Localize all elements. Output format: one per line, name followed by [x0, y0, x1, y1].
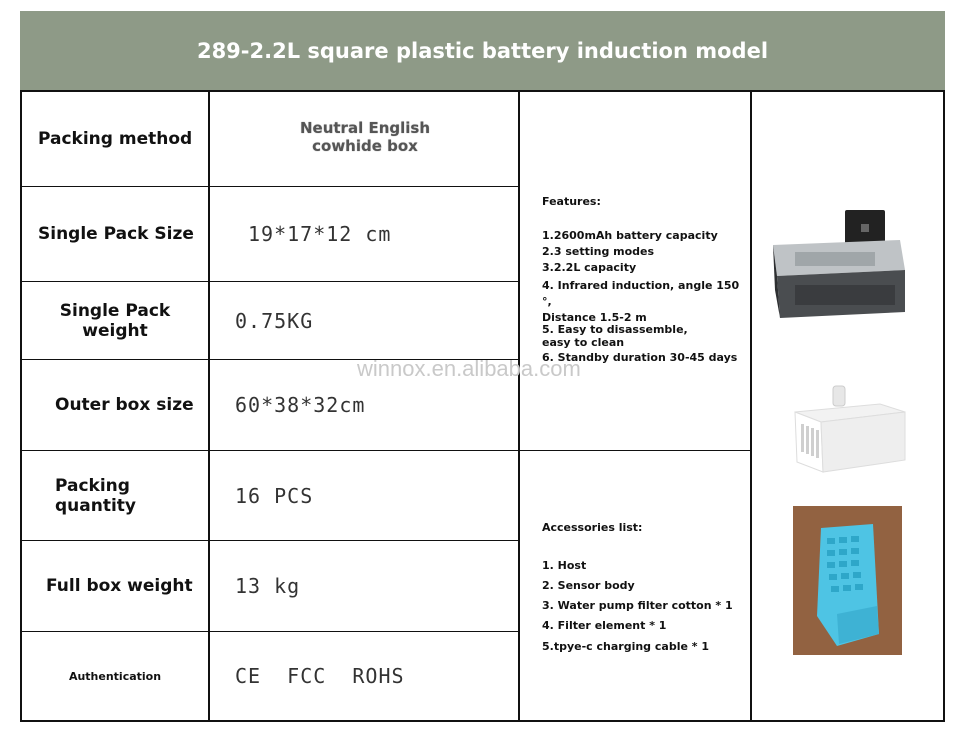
- feature-item: 3.2.2L capacity: [542, 261, 637, 274]
- accessory-item: 3. Water pump filter cotton * 1: [542, 599, 733, 612]
- features-block: [542, 194, 747, 366]
- feature-item: Distance 1.5-2 m: [542, 311, 647, 324]
- feature-item: 1.2600mAh battery capacity: [542, 229, 718, 242]
- features-heading: Features:: [542, 195, 601, 208]
- feature-item: 6. Standby duration 30-45 days: [542, 351, 738, 364]
- fountain-host-image: [765, 200, 915, 330]
- accessory-item: 2. Sensor body: [542, 579, 635, 592]
- filter-element-image: [793, 506, 902, 655]
- row-packing-method-value: Neutral English cowhide box: [299, 119, 430, 155]
- row-packing-quantity-label: Packing quantity: [55, 475, 137, 516]
- row-outer-box-size-value: 60*38*32cm: [235, 393, 366, 417]
- feature-item: 2.3 setting modes: [542, 245, 655, 258]
- page-title: 289-2.2L square plastic battery induction model: [196, 38, 769, 63]
- row-single-pack-size-label: Single Pack Size: [38, 224, 194, 244]
- row-single-pack-size-value: 19*17*12 cm: [248, 222, 392, 246]
- accessory-item: 5.tpye-c charging cable * 1: [542, 640, 710, 653]
- accessories-block: [542, 520, 747, 658]
- row-packing-quantity-value: 16 PCS: [235, 483, 314, 508]
- row-single-pack-weight-value: 0.75KG: [235, 308, 314, 333]
- spec-table: [20, 90, 945, 722]
- accessory-item: 4. Filter element * 1: [542, 619, 667, 632]
- row-authentication-label: Authentication: [68, 669, 162, 683]
- feature-item: 4. Infrared induction, angle 150 °,: [542, 279, 740, 308]
- row-single-pack-weight-label: Single Pack weight: [59, 300, 171, 341]
- watermark: winnox.en.alibaba.com: [357, 356, 581, 381]
- row-full-box-weight-value: 13 kg: [235, 574, 301, 598]
- row-outer-box-size-label: Outer box size: [55, 395, 194, 415]
- row-packing-method-label: Packing method: [38, 129, 193, 149]
- feature-item: easy to clean: [542, 336, 625, 349]
- title-banner: [20, 11, 945, 90]
- accessory-item: 1. Host: [542, 559, 587, 572]
- row-authentication-value: CE FCC ROHS: [235, 664, 405, 688]
- pump-image: [785, 382, 915, 477]
- accessories-heading: Accessories list:: [542, 521, 643, 534]
- row-full-box-weight-label: Full box weight: [46, 576, 193, 596]
- feature-item: 5. Easy to disassemble,: [542, 323, 688, 336]
